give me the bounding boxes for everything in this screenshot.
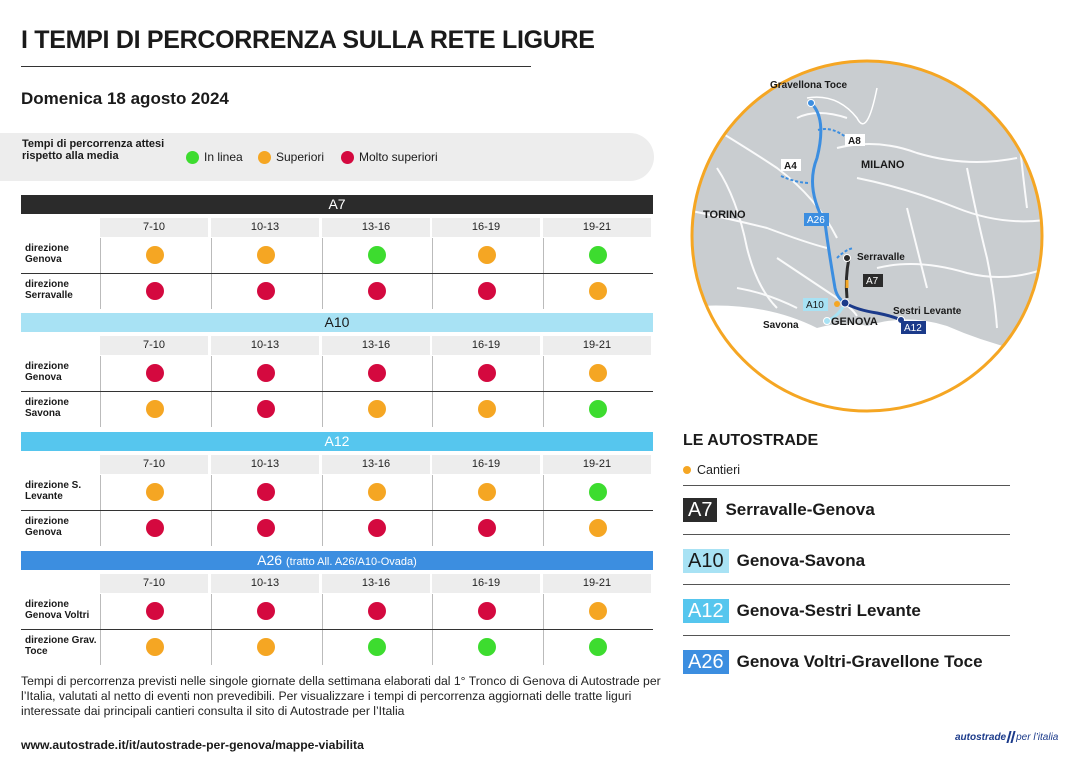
map-label-a26: A26 — [807, 215, 825, 226]
route-code: A10 — [324, 314, 350, 330]
direction-label: direzione S. Levante — [25, 480, 82, 502]
direction-label: direzione Genova — [25, 361, 69, 383]
status-dot-green — [589, 638, 607, 656]
legend-item-molto-superiori — [341, 150, 438, 164]
direction-row — [21, 392, 653, 427]
status-dot-red — [257, 519, 275, 537]
footnote-url-link[interactable]: www.autostrade.it/it/autostrade-per-genova/mappe-viabilita — [21, 738, 364, 752]
time-slot-header: 16-19 — [432, 455, 540, 474]
time-slot-header: 19-21 — [543, 336, 651, 355]
route-code: A12 — [324, 433, 350, 449]
map-label-torino: TORINO — [703, 209, 746, 221]
status-dot-green — [589, 400, 607, 418]
legend-divider — [683, 534, 1010, 535]
green-dot-icon — [186, 151, 199, 164]
status-dot-red — [368, 364, 386, 382]
legend-divider — [683, 485, 1010, 486]
direction-label: direzione Grav. Toce — [25, 635, 97, 657]
status-dot-red — [257, 364, 275, 382]
status-dot-red — [257, 400, 275, 418]
status-dot-orange — [368, 483, 386, 501]
map-label-sestri: Sestri Levante — [893, 306, 962, 317]
route-name: Genova-Sestri Levante — [736, 600, 921, 620]
time-slot-header: 7-10 — [100, 336, 208, 355]
status-dot-orange — [257, 638, 275, 656]
time-slot-header: 7-10 — [100, 218, 208, 237]
status-dot-red — [368, 602, 386, 620]
time-slot-header: 13-16 — [322, 218, 430, 237]
time-slot-header: 16-19 — [432, 336, 540, 355]
map-svg — [677, 58, 1057, 414]
route-header-a26 — [21, 551, 653, 570]
route-header-a7 — [21, 195, 653, 214]
legend-item-in-linea — [186, 150, 243, 164]
direction-label: direzione Genova — [25, 243, 69, 265]
map-label-a7: A7 — [866, 276, 879, 287]
status-dot-red — [257, 282, 275, 300]
status-dot-red — [257, 483, 275, 501]
route-badge: A26 — [683, 650, 729, 674]
status-dot-orange — [146, 400, 164, 418]
map-label-savona: Savona — [763, 320, 799, 331]
color-legend — [0, 133, 654, 181]
status-dot-red — [478, 519, 496, 537]
status-dot-red — [478, 364, 496, 382]
direction-row — [21, 630, 653, 665]
route-badge: A12 — [683, 599, 729, 623]
status-dot-orange — [589, 602, 607, 620]
route-map — [677, 58, 1057, 414]
map-label-genova: GENOVA — [831, 316, 878, 328]
status-dot-red — [146, 282, 164, 300]
status-dot-red — [146, 519, 164, 537]
footnote: Tempi di percorrenza previsti nelle singole giornate della settimana elaborati dal 1° Tronco di Genova di Autostrade per l’Italia, valutati al netto di eventi non prevedibili. Per visualizzare i tempi di percorrenza aggiornati delle tratte liguri interessate dai principali cantieri consulta il sito di Autostrade per l’Italia — [21, 674, 661, 718]
legend-divider — [683, 635, 1010, 636]
map-label-a8: A8 — [848, 136, 861, 147]
route-code: A7 — [328, 196, 346, 212]
legend-item-label: In linea — [204, 150, 243, 164]
time-slot-header: 19-21 — [543, 455, 651, 474]
date-label: Domenica 18 agosto 2024 — [21, 89, 229, 108]
status-dot-red — [368, 282, 386, 300]
autostrada-a10 — [683, 548, 865, 573]
status-dot-green — [368, 638, 386, 656]
direction-label: direzione Genova — [25, 516, 69, 538]
cantieri-legend — [683, 463, 740, 477]
time-slot-header: 19-21 — [543, 574, 651, 593]
legend-item-label: Molto superiori — [359, 150, 438, 164]
route-badge: A10 — [683, 549, 729, 573]
direction-label: direzione Savona — [25, 397, 69, 419]
time-slot-header: 13-16 — [322, 574, 430, 593]
status-dot-red — [257, 602, 275, 620]
status-dot-green — [589, 246, 607, 264]
legend-item-label: Superiori — [276, 150, 325, 164]
red-dot-icon — [341, 151, 354, 164]
route-header-a10 — [21, 313, 653, 332]
direction-label: direzione Serravalle — [25, 279, 73, 301]
legend-item-superiori — [258, 150, 324, 164]
map-label-serravalle: Serravalle — [857, 252, 905, 263]
time-slot-header: 10-13 — [211, 218, 319, 237]
time-slot-header: 19-21 — [543, 218, 651, 237]
page-title: I TEMPI DI PERCORRENZA SULLA RETE LIGURE — [21, 26, 595, 54]
status-dot-green — [589, 483, 607, 501]
cantieri-dot-icon — [683, 466, 691, 474]
direction-row — [21, 475, 653, 510]
status-dot-orange — [589, 282, 607, 300]
autostrada-a7 — [683, 497, 875, 522]
logo-text: autostrade — [955, 731, 1007, 743]
autostrade-logo — [955, 731, 1058, 743]
direction-label: direzione Genova Voltri — [25, 599, 90, 621]
autostrade-legend-title: LE AUTOSTRADE — [683, 432, 819, 449]
time-slot-header: 13-16 — [322, 336, 430, 355]
time-slot-header: 16-19 — [432, 574, 540, 593]
status-dot-green — [368, 246, 386, 264]
map-label-a4: A4 — [784, 161, 797, 172]
time-slot-header: 10-13 — [211, 336, 319, 355]
status-dot-red — [478, 282, 496, 300]
map-label-milano: MILANO — [861, 159, 905, 171]
time-slot-header: 7-10 — [100, 574, 208, 593]
title-divider — [21, 66, 531, 67]
time-slot-header: 7-10 — [100, 455, 208, 474]
route-code: A26 — [257, 552, 283, 568]
time-slot-header: 13-16 — [322, 455, 430, 474]
direction-row — [21, 511, 653, 546]
route-name: Serravalle-Genova — [725, 499, 875, 519]
time-slot-header: 10-13 — [211, 574, 319, 593]
direction-row — [21, 356, 653, 391]
route-name: Genova Voltri-Gravellone Toce — [736, 651, 983, 671]
orange-dot-icon — [258, 151, 271, 164]
map-label-a12: A12 — [904, 323, 922, 334]
logo-text-sub: per l’italia — [1016, 731, 1059, 743]
status-dot-orange — [368, 400, 386, 418]
status-dot-red — [478, 602, 496, 620]
legend-title: Tempi di percorrenza attesi rispetto alla media — [22, 138, 165, 162]
status-dot-orange — [478, 246, 496, 264]
route-header-a12 — [21, 432, 653, 451]
direction-row — [21, 238, 653, 273]
status-dot-orange — [478, 400, 496, 418]
route-badge: A7 — [683, 498, 717, 522]
status-dot-orange — [146, 638, 164, 656]
status-dot-orange — [589, 519, 607, 537]
status-dot-orange — [146, 246, 164, 264]
status-dot-orange — [589, 364, 607, 382]
route-subtitle: (tratto All. A26/A10-Ovada) — [285, 556, 417, 568]
cantieri-label: Cantieri — [697, 463, 741, 477]
time-slot-header: 16-19 — [432, 218, 540, 237]
legend-divider — [683, 584, 1010, 585]
status-dot-red — [146, 602, 164, 620]
route-name: Genova-Savona — [736, 550, 866, 570]
autostrada-a26 — [683, 649, 983, 674]
status-dot-red — [368, 519, 386, 537]
status-dot-orange — [257, 246, 275, 264]
status-dot-green — [478, 638, 496, 656]
map-label-gravellona: Gravellona Toce — [770, 80, 848, 91]
autostrada-a12 — [683, 598, 921, 623]
status-dot-red — [146, 364, 164, 382]
direction-row — [21, 274, 653, 309]
map-label-a10: A10 — [806, 300, 824, 311]
status-dot-orange — [478, 483, 496, 501]
time-slot-header: 10-13 — [211, 455, 319, 474]
direction-row — [21, 594, 653, 629]
status-dot-orange — [146, 483, 164, 501]
